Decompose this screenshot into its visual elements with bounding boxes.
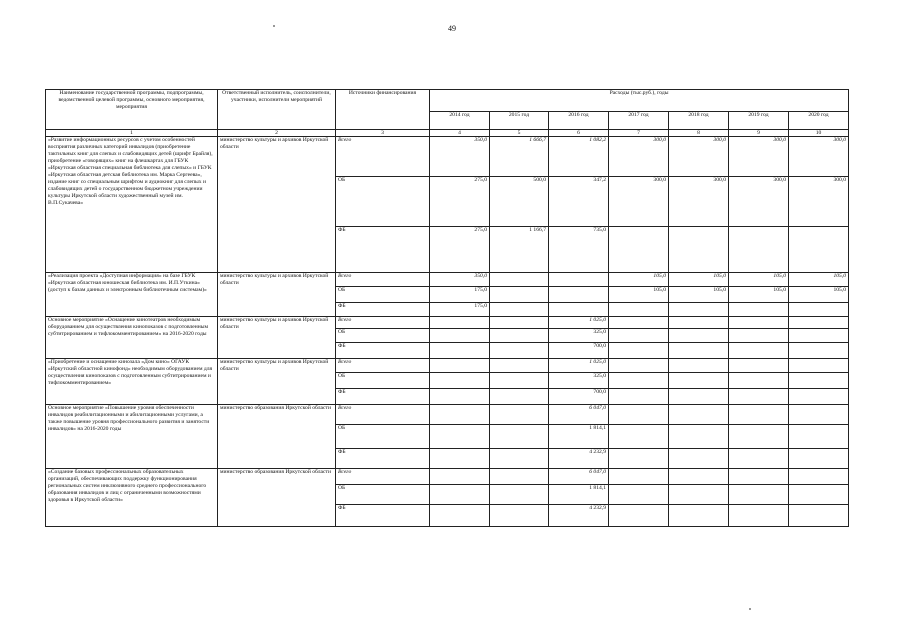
expense-value — [789, 449, 849, 469]
expense-value — [549, 273, 609, 287]
expense-value: 4 232,9 — [549, 505, 609, 527]
expense-value: 6 047,0 — [549, 469, 609, 485]
activity-name: Основное мероприятие «Оснащение кинотеатров необходимым оборудованием для осуществления кинопоказов с подготовленным субтитрированием и тифлокомментированием» на 2016-2020 годы — [46, 317, 218, 359]
expense-value — [490, 505, 549, 527]
activity-name: «Создание базовых профессиональных образовательных организаций, обеспечивающих поддержку функционирования региональных систем инклюзивного среднего профессионального образования инвалидов и лиц с ограниченными возможностями здоровья в Иркутской области» — [46, 469, 218, 527]
expense-value — [430, 359, 490, 373]
expense-value: 325,0 — [549, 329, 609, 343]
activity-name: «Приобретение и оснащение кинозала «Дом кино» ОГАУК «Иркутский областной кинофонд» необходимым оборудованием для осуществления кинопоказов с подготовленным субтитрированием и тифлокомментированием» — [46, 359, 218, 405]
table-row — [46, 469, 849, 485]
expense-value — [669, 485, 729, 505]
expense-value — [549, 287, 609, 303]
expense-value: 275,0 — [430, 227, 490, 273]
expense-value — [430, 469, 490, 485]
expense-value — [669, 227, 729, 273]
funding-source: Всего — [336, 359, 430, 373]
funding-source: ОБ — [336, 287, 430, 303]
expense-value — [609, 317, 669, 329]
expense-value: 300,0 — [609, 137, 669, 177]
expense-value — [609, 405, 669, 425]
column-number: 6 — [549, 130, 609, 137]
scan-speck — [749, 608, 751, 610]
expense-value — [609, 359, 669, 373]
expense-value — [669, 343, 729, 359]
expense-value: 1 166,7 — [490, 227, 549, 273]
expense-value — [430, 485, 490, 505]
expense-value — [609, 343, 669, 359]
expense-value — [729, 505, 789, 527]
expense-value: 350,0 — [430, 137, 490, 177]
expense-value — [729, 343, 789, 359]
funding-source: ОБ — [336, 425, 430, 449]
column-number: 8 — [669, 130, 729, 137]
expense-value — [789, 317, 849, 329]
financing-table — [45, 89, 849, 527]
header-source: Источники финансирования — [336, 90, 430, 130]
executor: министерство культуры и архивов Иркутской области — [218, 359, 336, 405]
expense-value — [490, 389, 549, 405]
expense-value: 175,0 — [430, 287, 490, 303]
executor: министерство образования Иркутской области — [218, 469, 336, 527]
expense-value — [729, 329, 789, 343]
expense-value: 1 814,1 — [549, 485, 609, 505]
table-row — [46, 359, 849, 373]
header-expenses: Расходы (тыс.руб.), годы — [430, 90, 849, 112]
expense-value — [609, 303, 669, 317]
expense-value — [729, 485, 789, 505]
expense-value: 105,0 — [669, 287, 729, 303]
table-row — [46, 405, 849, 425]
expense-value: 105,0 — [609, 273, 669, 287]
expense-value: 300,0 — [729, 177, 789, 227]
expense-value — [789, 389, 849, 405]
expense-value — [789, 303, 849, 317]
expense-value — [789, 373, 849, 389]
column-number: 10 — [789, 130, 849, 137]
expense-value: 105,0 — [729, 287, 789, 303]
header-year: 2019 год — [729, 112, 789, 130]
funding-source: ОБ — [336, 177, 430, 227]
expense-value — [430, 505, 490, 527]
expense-value: 6 047,0 — [549, 405, 609, 425]
expense-value: 347,2 — [549, 177, 609, 227]
expense-value — [609, 505, 669, 527]
expense-value — [490, 449, 549, 469]
expense-value: 700,0 — [549, 343, 609, 359]
table-body — [46, 137, 849, 527]
expense-value: 300,0 — [669, 137, 729, 177]
expense-value: 105,0 — [609, 287, 669, 303]
expense-value: 175,0 — [430, 303, 490, 317]
expense-value — [490, 405, 549, 425]
funding-source: ФБ — [336, 343, 430, 359]
expense-value — [729, 227, 789, 273]
funding-source: Всего — [336, 469, 430, 485]
expense-value — [789, 359, 849, 373]
expense-value — [789, 329, 849, 343]
expense-value: 4 232,9 — [549, 449, 609, 469]
expense-value — [729, 317, 789, 329]
expense-value — [490, 359, 549, 373]
table-row — [46, 273, 849, 287]
expense-value — [430, 373, 490, 389]
expense-value: 1 814,1 — [549, 425, 609, 449]
funding-source: Всего — [336, 317, 430, 329]
expense-value — [729, 373, 789, 389]
expense-value: 1 082,2 — [549, 137, 609, 177]
expense-value — [430, 329, 490, 343]
expense-value — [490, 329, 549, 343]
expense-value — [669, 303, 729, 317]
expense-value — [729, 389, 789, 405]
table-row — [46, 137, 849, 177]
expense-value — [669, 469, 729, 485]
expense-value — [609, 485, 669, 505]
expense-value — [729, 425, 789, 449]
expense-value — [609, 389, 669, 405]
expense-value — [789, 227, 849, 273]
expense-value: 350,0 — [430, 273, 490, 287]
expense-value — [490, 343, 549, 359]
funding-source: ОБ — [336, 485, 430, 505]
expense-value — [609, 425, 669, 449]
expense-value: 300,0 — [789, 137, 849, 177]
expense-value — [789, 405, 849, 425]
expense-value — [669, 505, 729, 527]
expense-value: 275,0 — [430, 177, 490, 227]
page-number: 49 — [448, 24, 456, 33]
expense-value: 300,0 — [609, 177, 669, 227]
expense-value: 325,0 — [549, 373, 609, 389]
expense-value — [729, 303, 789, 317]
scan-speck — [273, 25, 275, 27]
expense-value — [669, 373, 729, 389]
expense-value — [430, 343, 490, 359]
expense-value — [729, 405, 789, 425]
expense-value — [789, 505, 849, 527]
expense-value — [490, 425, 549, 449]
column-number: 5 — [490, 130, 549, 137]
expense-value — [789, 485, 849, 505]
expense-value: 1 025,0 — [549, 359, 609, 373]
funding-source: ФБ — [336, 303, 430, 317]
expense-value — [490, 287, 549, 303]
activity-name: «Реализация проекта «Доступная информация» на базе ГБУК «Иркутская областная юношеская библиотека им. И.П.Уткина» (доступ к базам данных и электронным библиотечным системам)» — [46, 273, 218, 317]
expense-value — [490, 469, 549, 485]
expense-value — [609, 449, 669, 469]
expense-value — [609, 469, 669, 485]
expense-value: 300,0 — [789, 177, 849, 227]
expense-value — [609, 329, 669, 343]
executor: министерство культуры и архивов Иркутской области — [218, 273, 336, 317]
expense-value — [430, 425, 490, 449]
funding-source: ОБ — [336, 373, 430, 389]
header-year: 2016 год — [549, 112, 609, 130]
expense-value — [669, 359, 729, 373]
activity-name: «Развитие информационных ресурсов с учетом особенностей восприятия различных категорий инвалидов (приобретение тактильных книг для слепых и слабовидящих детей (шрифт Брайля), приобретение «говорящих» книг на флешкартах для ГБУК «Иркутская областная специальная библиотека для слепых» и ГБУК «Иркутская областная детская библиотека им. Марка Сергеева», издание книг со специальным шрифтом и аудиокниг для слепых и слабовидящих детей о государственном бюджетном учреждении культуры Иркутской области художественный музей им. В.П.Сукачева» — [46, 137, 218, 273]
expense-value: 1 666,7 — [490, 137, 549, 177]
header-name: Наименование государственной программы, подпрограммы, ведомственной целевой программы, основного мероприятия, мероприятия — [46, 90, 218, 130]
expense-value — [430, 405, 490, 425]
expense-value: 700,0 — [549, 389, 609, 405]
expense-value — [490, 303, 549, 317]
expense-value — [430, 449, 490, 469]
expense-value — [789, 469, 849, 485]
funding-source: ФБ — [336, 449, 430, 469]
header-executor: Ответственный исполнитель, соисполнители, участники, исполнители мероприятий — [218, 90, 336, 130]
expense-value — [490, 317, 549, 329]
expense-value — [609, 227, 669, 273]
expense-value — [789, 425, 849, 449]
expense-value — [669, 317, 729, 329]
funding-source: Всего — [336, 405, 430, 425]
funding-source: ФБ — [336, 505, 430, 527]
column-number: 2 — [218, 130, 336, 137]
header-year: 2017 год — [609, 112, 669, 130]
expense-value: 500,0 — [490, 177, 549, 227]
expense-value — [609, 373, 669, 389]
header-year: 2020 год — [789, 112, 849, 130]
expense-value — [490, 373, 549, 389]
expense-value — [729, 359, 789, 373]
expense-value — [729, 449, 789, 469]
expense-value — [669, 449, 729, 469]
expense-value — [430, 317, 490, 329]
activity-name: Основное мероприятие «Повышение уровня обеспеченности инвалидов реабилитационными и абилитационными услугами, а также повышение уровня профессионального развития и занятости инвалидов» на 2016-2020 годы — [46, 405, 218, 469]
expense-value — [789, 343, 849, 359]
expense-value — [669, 329, 729, 343]
executor: министерство культуры и архивов Иркутской области — [218, 317, 336, 359]
table-row — [46, 317, 849, 329]
funding-source: ОБ — [336, 329, 430, 343]
expense-value: 300,0 — [669, 177, 729, 227]
expense-value — [490, 273, 549, 287]
expense-value: 1 025,0 — [549, 317, 609, 329]
header-year: 2014 год — [430, 112, 490, 130]
funding-source: ФБ — [336, 227, 430, 273]
column-number: 1 — [46, 130, 218, 137]
funding-source: ФБ — [336, 389, 430, 405]
executor: министерство культуры и архивов Иркутской области — [218, 137, 336, 273]
expense-value: 105,0 — [729, 273, 789, 287]
expense-value — [430, 389, 490, 405]
expense-value: 735,0 — [549, 227, 609, 273]
header-year: 2015 год — [490, 112, 549, 130]
expense-value: 105,0 — [789, 287, 849, 303]
expense-value — [549, 303, 609, 317]
executor: министерство образования Иркутской области — [218, 405, 336, 469]
funding-source: Всего — [336, 273, 430, 287]
expense-value: 300,0 — [729, 137, 789, 177]
header-year: 2018 год — [669, 112, 729, 130]
expense-value — [729, 469, 789, 485]
expense-value: 105,0 — [669, 273, 729, 287]
expense-value — [669, 405, 729, 425]
funding-source: Всего — [336, 137, 430, 177]
column-number: 9 — [729, 130, 789, 137]
column-number: 7 — [609, 130, 669, 137]
expense-value — [669, 425, 729, 449]
column-number: 4 — [430, 130, 490, 137]
expense-value — [669, 389, 729, 405]
expense-value — [490, 485, 549, 505]
column-number: 3 — [336, 130, 430, 137]
expense-value: 105,0 — [789, 273, 849, 287]
